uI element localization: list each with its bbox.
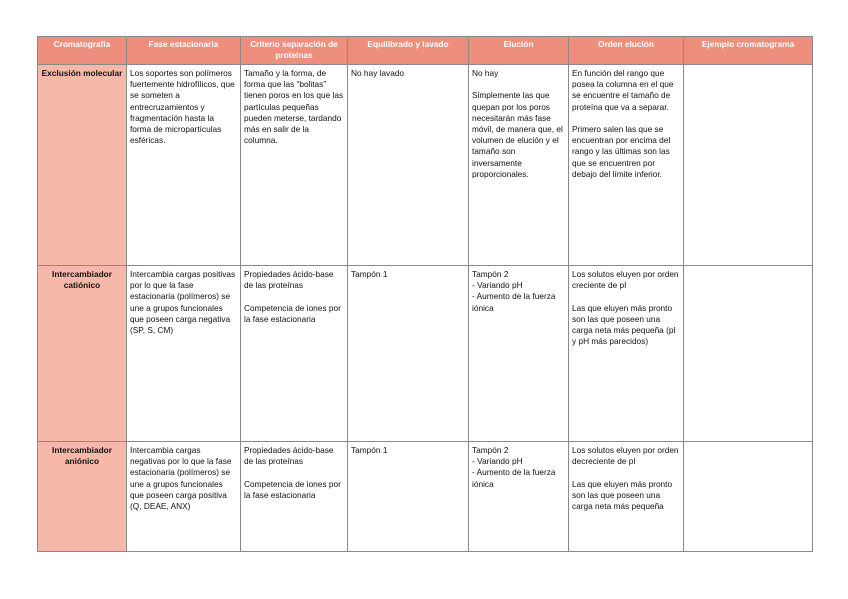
cell-text: Tampón 2 - Variando pH - Aumento de la fuerza iónica [472, 445, 556, 489]
cell-text: Los soportes son polímeros fuertemente hidrofílicos, que se someten a entrecruzamientos y fragmentación hasta la forma de micropartículas esféricas. [130, 68, 235, 146]
cell-text: Tampón 1 [351, 269, 388, 279]
header-fase-estacionaria: Fase estacionaria [127, 37, 241, 65]
cell-text: Propiedades ácido-base de las proteínas [244, 445, 334, 467]
cell-text: Tampón 2 - Variando pH - Aumento de la fuerza iónica [472, 269, 556, 313]
header-elucion: Elución [469, 37, 569, 65]
cell-criterio [241, 65, 348, 266]
cell-text: No hay lavado [351, 68, 405, 78]
row-type: Intercambiador aniónico [38, 442, 127, 552]
cell-text: Primero salen las que se encuentran por encima del rango y las últimas son las que se encuentren por debajo del límite inferior. [572, 124, 671, 179]
header-equilibrado: Equilibrado y lavado [348, 37, 469, 65]
row-type: Exclusión molecular [38, 65, 127, 266]
cell-fase [127, 442, 241, 552]
table-row [38, 266, 813, 442]
cell-fase [127, 266, 241, 442]
table-row [38, 65, 813, 266]
header-orden-elucion: Orden elución [569, 37, 684, 65]
row-type: Intercambiador catiónico [38, 266, 127, 442]
cell-equilibrado [348, 266, 469, 442]
cell-orden [569, 266, 684, 442]
cell-orden [569, 65, 684, 266]
cell-criterio [241, 442, 348, 552]
header-cromatografia: Cromatografía [38, 37, 127, 65]
header-ejemplo: Ejemplo cromatograma [684, 37, 813, 65]
cell-fase [127, 65, 241, 266]
cell-text: Tampón 1 [351, 445, 388, 455]
table-row [38, 442, 813, 552]
cell-text: Tamaño y la forma, de forma que las “bolitas” tienen poros en los que las partículas pequeñas pueden meterse, tardando más en salir de la columna. [244, 68, 344, 146]
cell-elucion [469, 442, 569, 552]
cell-text: Propiedades ácido-base de las proteínas [244, 269, 334, 291]
cell-text: Intercambia cargas negativas por lo que la fase estacionaria (polímeros) se une a grupos funcionales que poseen carga positiva (Q, DEAE, ANX) [130, 445, 232, 512]
header-criterio: Criterio separación de proteínas [241, 37, 348, 65]
cell-ejemplo [684, 266, 813, 442]
chromatography-table [37, 36, 813, 552]
cell-ejemplo [684, 65, 813, 266]
cell-elucion [469, 65, 569, 266]
cell-equilibrado [348, 442, 469, 552]
cell-text: Simplemente las que quepan por los poros necesitarán más fase móvil, de manera que, el volumen de elución y el tamaño son inversamente proporcionales. [472, 90, 563, 179]
cell-text: Intercambia cargas positivas por lo que la fase estacionaria (polímeros) se une a grupos funcionales que poseen carga negativa (SP, S, CM) [130, 269, 236, 336]
cell-elucion [469, 266, 569, 442]
cell-text: No hay [472, 68, 499, 78]
cell-text: Las que eluyen más pronto son las que poseen una carga neta más pequeña [572, 478, 673, 511]
cell-equilibrado [348, 65, 469, 266]
cell-ejemplo [684, 442, 813, 552]
cell-text: Los solutos eluyen por orden creciente de pI [572, 269, 679, 291]
cell-criterio [241, 266, 348, 442]
cell-text: Las que eluyen más pronto son las que poseen una carga neta más pequeña (pI y pH más parecidos) [572, 302, 676, 347]
cell-orden [569, 442, 684, 552]
cell-text: Competencia de iones por la fase estacionaria [244, 478, 341, 500]
cell-text: En función del rango que posea la columna en el que se encuentre el tamaño de proteína que va a separar. [572, 68, 674, 112]
cell-text: Competencia de iones por la fase estacionaria [244, 302, 341, 324]
header-row [38, 37, 813, 65]
cell-text: Los solutos eluyen por orden decreciente de pI [572, 445, 679, 467]
